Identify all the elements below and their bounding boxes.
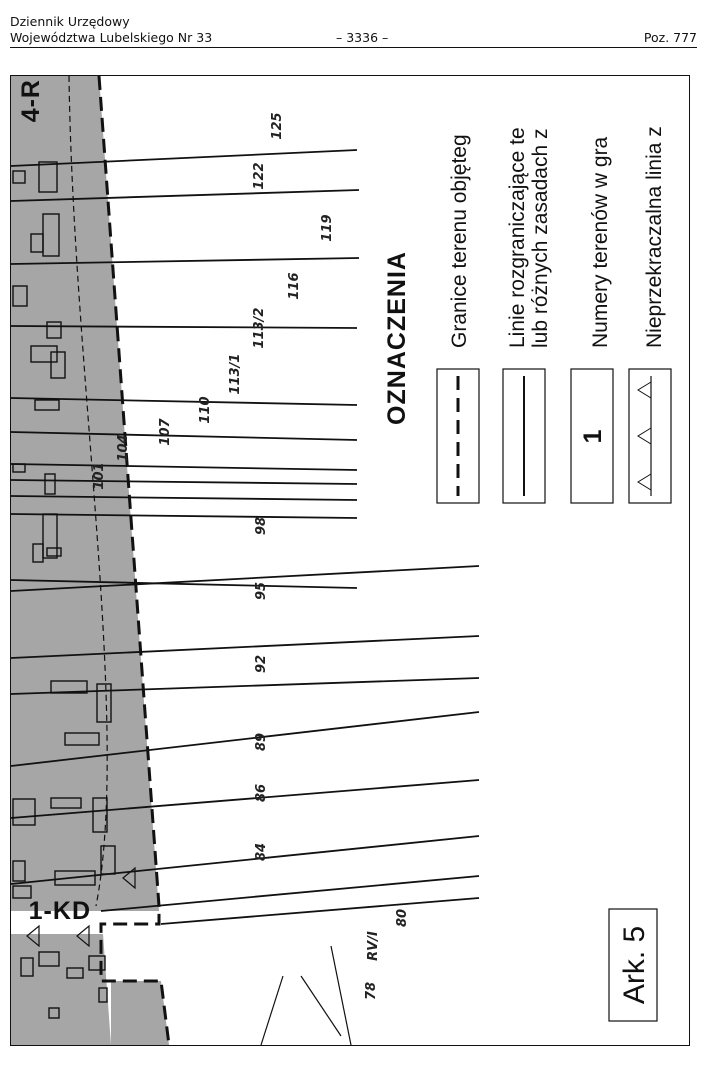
- parcel-number: 95: [254, 581, 269, 601]
- parcel-number: 101: [92, 462, 107, 490]
- parcel-number: RV/I: [366, 931, 381, 961]
- parcel-number: 113/2: [252, 307, 267, 349]
- page-header: [10, 14, 697, 48]
- parcel-number: 110: [198, 396, 213, 424]
- map-sheet: [10, 75, 690, 1046]
- legend-text-boundary: Granice terenu objęteg: [448, 134, 471, 348]
- legend-text-lines-1: Linie rozgraniczające te: [506, 127, 529, 348]
- parcel-number: 80: [395, 908, 410, 928]
- position-number: Poz. 777: [643, 30, 697, 45]
- parcel-number: 78: [364, 981, 379, 1001]
- parcel-number: 122: [252, 162, 267, 190]
- journal-title-line2: Województwa Lubelskiego Nr 33: [10, 30, 213, 45]
- legend-number-symbol: 1: [579, 428, 607, 444]
- parcel-number: 89: [254, 732, 269, 752]
- parcel-number: 84: [254, 842, 269, 862]
- parcel-number: 113/1: [228, 353, 243, 395]
- parcel-number: 86: [254, 783, 269, 803]
- parcel-number: 119: [320, 214, 335, 242]
- parcel-number: 98: [254, 516, 269, 536]
- parcel-number: 107: [158, 418, 173, 446]
- page-number: – 3336 –: [336, 30, 389, 45]
- parcel-number: 116: [287, 272, 302, 300]
- svg-text:4-R: 4-R: [17, 79, 45, 123]
- sheet-label: Ark. 5: [618, 925, 651, 1005]
- legend-symbols: [437, 369, 671, 503]
- zoning-map: [11, 76, 689, 1045]
- header-rule: [10, 47, 697, 48]
- built-area-corner: [111, 981, 169, 1045]
- road-label-4R: [17, 79, 45, 122]
- field-lines: [261, 946, 351, 1045]
- svg-text:1-KD: 1-KD: [28, 897, 91, 925]
- road-label-1KD: [29, 897, 91, 925]
- legend-texts: [448, 126, 666, 348]
- journal-title-line1: Dziennik Urzędowy: [10, 14, 130, 29]
- built-area-strip: [11, 76, 159, 911]
- parcel-number: 92: [254, 654, 269, 674]
- legend-text-lines-2: lub różnych zasadach z: [529, 128, 552, 348]
- legend-text-numbers: Numery terenów w gra: [589, 136, 612, 348]
- built-area-lower: [11, 934, 111, 1045]
- legend-text-building-line: Nieprzekraczalna linia z: [643, 126, 666, 348]
- parcel-number: 125: [270, 112, 285, 140]
- legend-title: OZNACZENIA: [383, 251, 411, 425]
- parcel-number: 104: [116, 434, 131, 462]
